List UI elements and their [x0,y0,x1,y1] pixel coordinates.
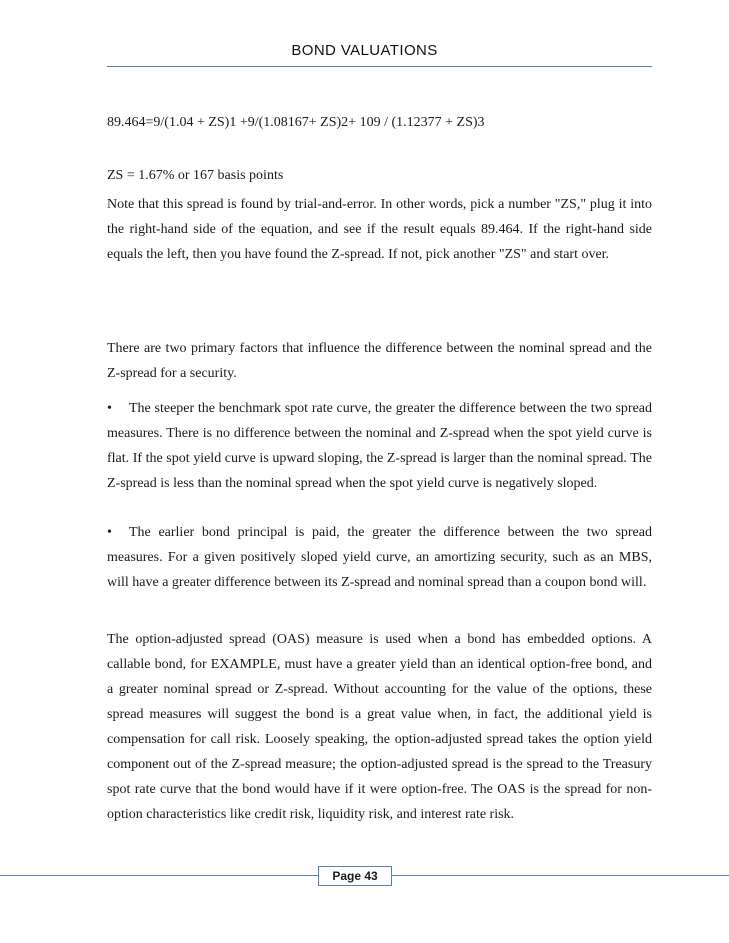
page-number: Page 43 [318,866,392,886]
bullet-mark: • [107,401,112,416]
page-header [0,0,729,73]
header-title: BOND VALUATIONS [291,42,438,59]
bullet-text: The earlier bond principal is paid, the greater the difference between the two spread measures. For a given positively sloped yield curve, an amortizing security, such as an MBS, will have a greater difference between its Z-spread and nominal spread than a coupon bond will. [107,525,652,590]
oas-paragraph: The option-adjusted spread (OAS) measure is used when a bond has embedded options. A callable bond, for EXAMPLE, must have a greater yield than an identical option-free bond, and a greater nominal spread or Z-spread. Without accounting for the value of the options, these spread measures will suggest the bond is a great value when, in fact, the additional yield is compensation for call risk. Loosely speaking, the option-adjusted spread takes the option yield component out of the Z-spread measure; the option-adjusted spread is the spread to the Treasury spot rate curve that the bond would have if it were option-free. The OAS is the spread for non-option characteristics like credit risk, liquidity risk, and interest rate risk. [107,632,652,822]
bullet-mark: • [107,525,112,540]
trial-and-error-note: Note that this spread is found by trial-and-error. In other words, pick a number "ZS," plug it into the right-hand side of the equation, and see if the result equals 89.464. If the right-hand side equals the left, then you have found the Z-spread. If not, pick another "ZS" and start over. [107,197,652,262]
footer-divider-right [390,875,729,876]
footer-divider-left [0,875,318,876]
bullet-text: The steeper the benchmark spot rate curve, the greater the difference between the two spread measures. There is no difference between the nominal and Z-spread when the spot yield curve is flat. If the spot yield curve is upward sloping, the Z-spread is larger than the nominal spread. The Z-spread is less than the nominal spread when the spot yield curve is negatively sloped. [107,401,652,491]
header-divider [107,66,652,67]
z-spread-equation: 89.464=9/(1.04 + ZS)1 +9/(1.08167+ ZS)2+ 109 / (1.12377 + ZS)3 [107,115,485,130]
factors-intro: There are two primary factors that influence the difference between the nominal spread and the Z-spread for a security. [107,341,652,381]
z-spread-result: ZS = 1.67% or 167 basis points [107,168,284,183]
bullet-item [107,520,652,595]
bullet-item [107,396,652,496]
